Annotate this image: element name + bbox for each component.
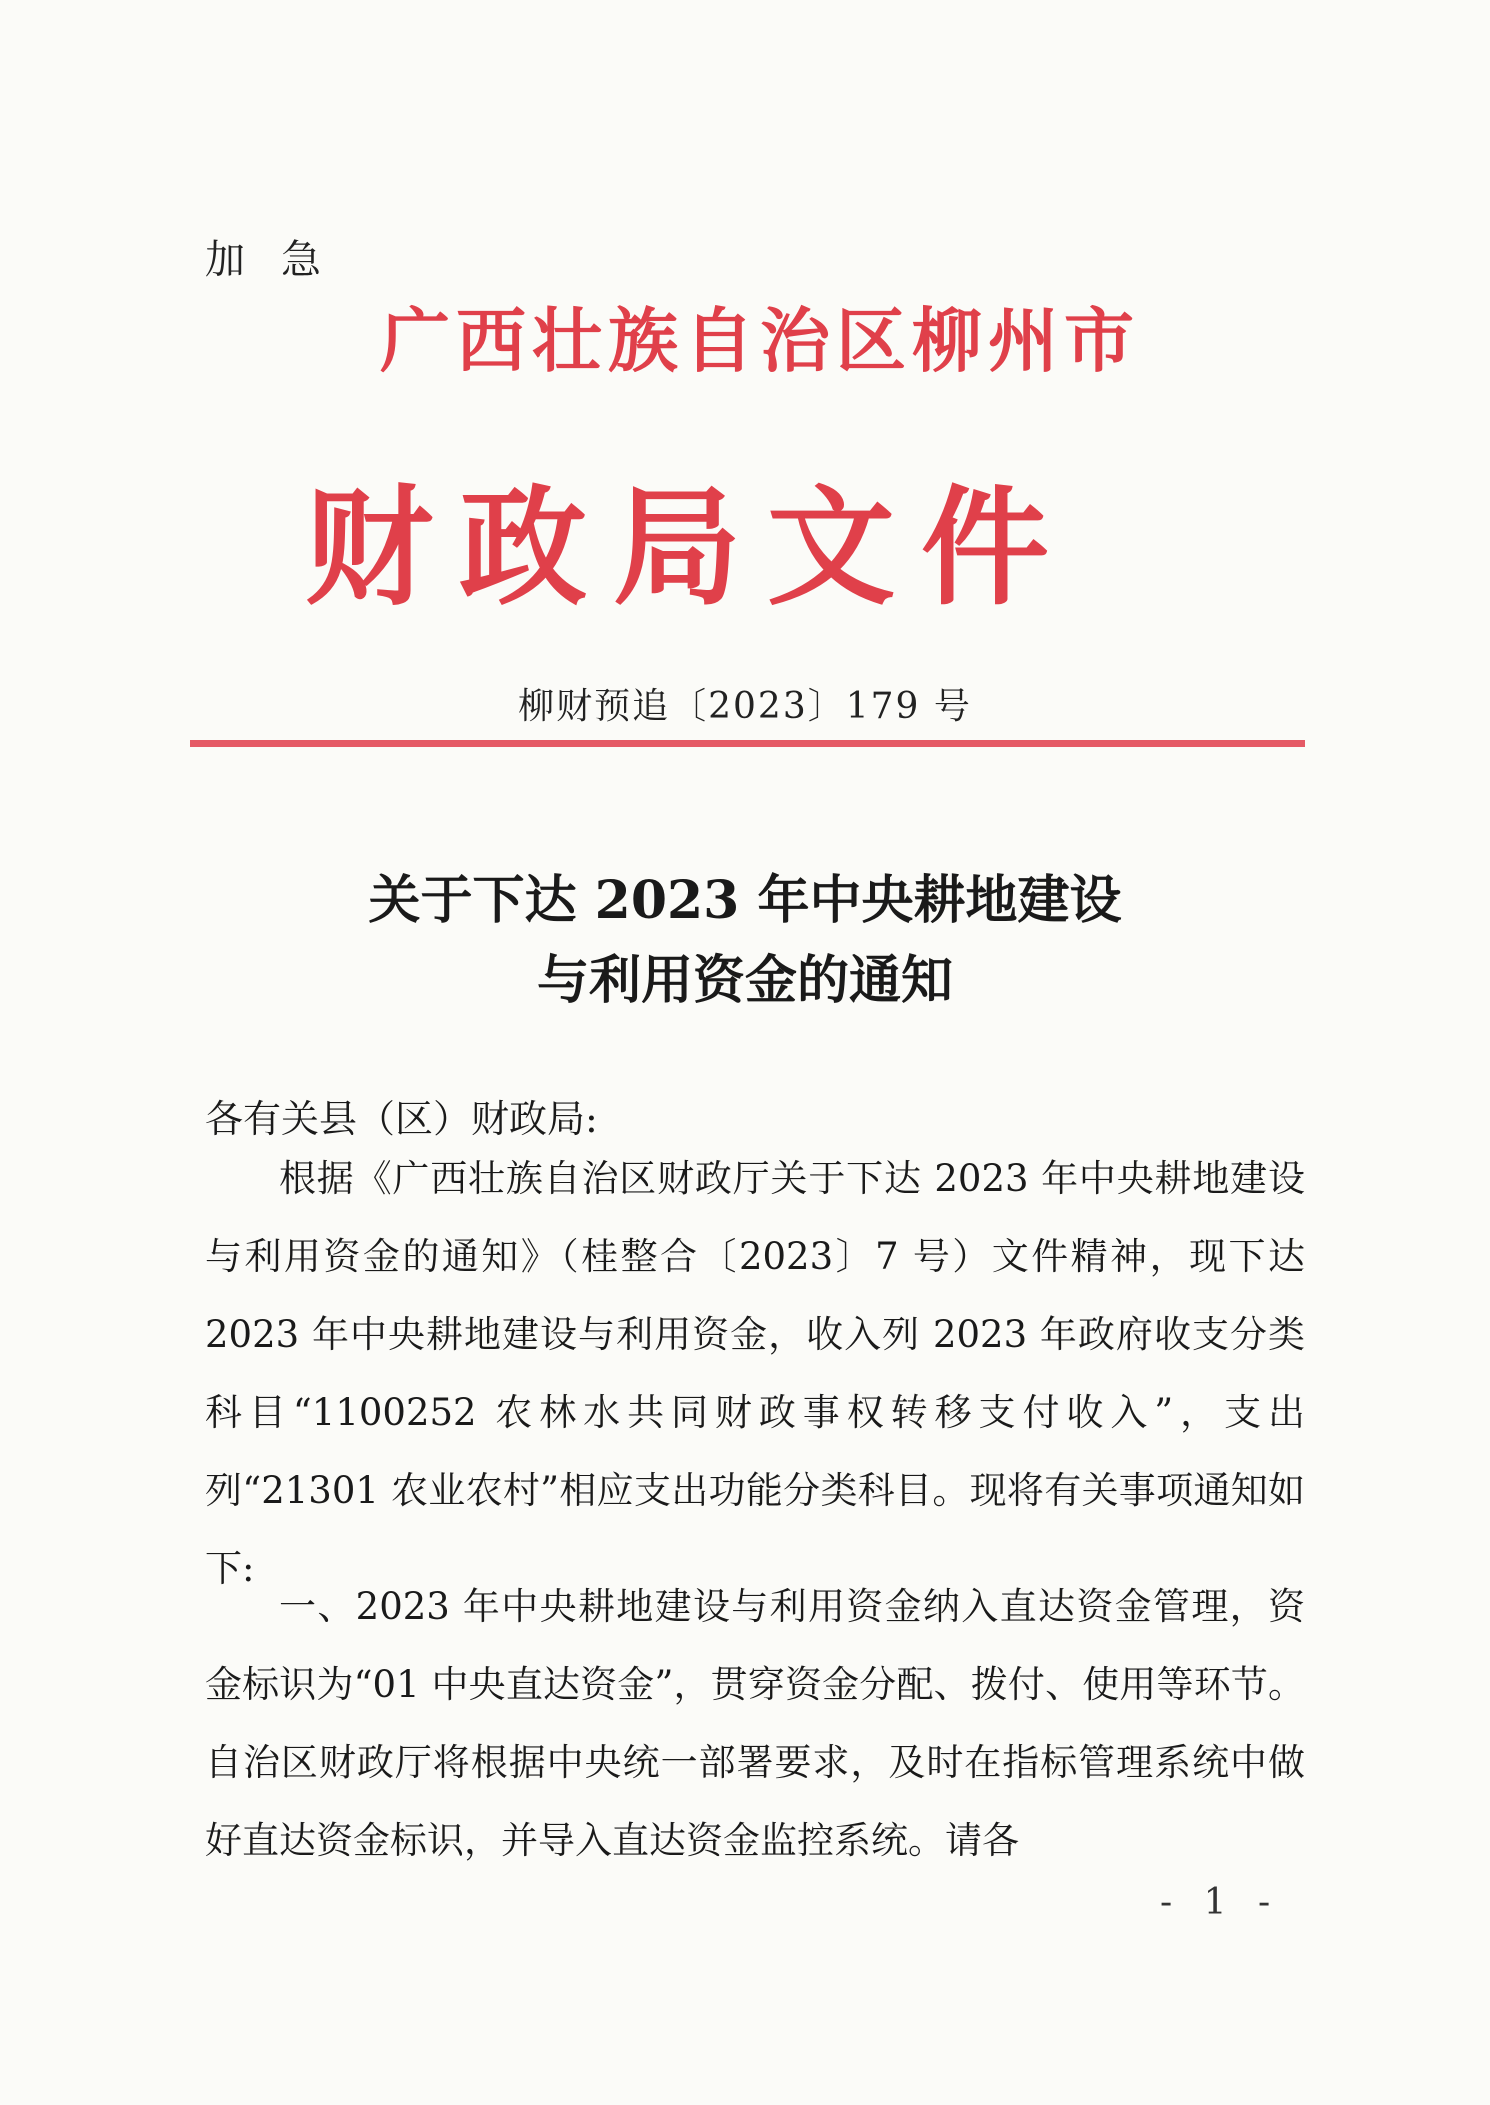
- urgency-label: 加急: [205, 237, 357, 283]
- red-divider: [190, 740, 1305, 747]
- salutation: 各有关县（区）财政局:: [205, 1097, 598, 1141]
- paragraph-text: 一、2023 年中央耕地建设与利用资金纳入直达资金管理，资金标识为“01 中央直达资金”，贯穿资金分配、拨付、使用等环节。自治区财政厅将根据中央统一部署要求，及时在指标管理系统中做好直达资金标识，并导入直达资金监控系统。请各: [205, 1585, 1305, 1862]
- body-paragraph-2: [205, 1568, 1305, 1880]
- paragraph-text: 根据《广西壮族自治区财政厅关于下达 2023 年中央耕地建设与利用资金的通知》（桂整合〔2023〕7 号）文件精神，现下达 2023 年中央耕地建设与利用资金，收入列 2023 年政府收支分类科目“1100252 农林水共同财政事权转移支付收入”，支出列“21301 农业农村”相应支出功能分类科目。现将有关事项通知如下:: [205, 1157, 1305, 1590]
- issuer-header-title: 财政局文件: [305, 473, 1076, 623]
- issuer-header-region: 广西壮族自治区柳州市: [380, 299, 1140, 382]
- document-title-line2: 与利用资金的通知: [536, 950, 953, 1011]
- document-title-line1: 关于下达 2023 年中央耕地建设: [368, 870, 1122, 931]
- page-number: - 1 -: [1160, 1882, 1281, 1923]
- document-number: 柳财预追〔2023〕179 号: [518, 686, 972, 727]
- body-paragraph-1: [205, 1140, 1305, 1608]
